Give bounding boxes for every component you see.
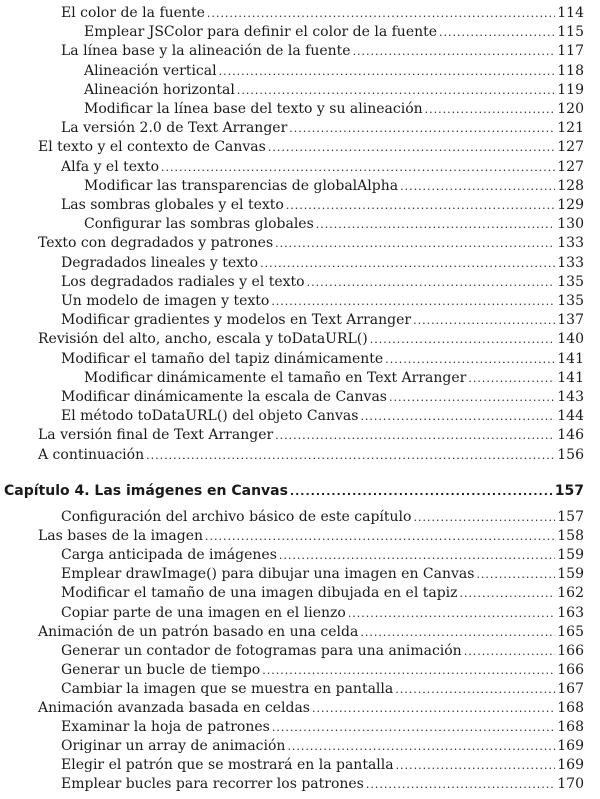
toc-entry — [61, 661, 584, 680]
toc-entry — [38, 426, 584, 445]
toc-entry — [61, 119, 584, 138]
toc-entry — [61, 737, 584, 756]
entry-page: 141 — [557, 369, 584, 386]
entry-page: 135 — [557, 293, 584, 309]
toc-entry — [38, 527, 584, 546]
entry-title: Emplear drawImage() para dibujar una imagen en Canvas — [61, 566, 475, 583]
entry-title: A continuación — [38, 446, 145, 463]
toc-entry — [84, 81, 584, 100]
entry-page: 146 — [557, 427, 584, 444]
toc-entry — [84, 62, 584, 81]
entry-page: 158 — [557, 528, 584, 545]
toc-entry — [61, 42, 584, 61]
dot-leader — [460, 584, 556, 603]
entry-page: 127 — [557, 139, 584, 156]
entry-title: Cambiar la imagen que se muestra en pantalla — [61, 680, 394, 697]
entry-title: Generar un bucle de tiempo — [61, 661, 261, 678]
dot-leader — [271, 292, 555, 311]
entry-page: 165 — [557, 623, 584, 640]
chapter-page: 157 — [554, 483, 584, 499]
dot-leader — [468, 369, 555, 388]
entry-page: 144 — [557, 408, 584, 425]
entry-page: 119 — [557, 81, 584, 98]
toc-entry — [61, 292, 584, 311]
dot-leader — [366, 775, 555, 794]
entry-title: Configuración del archivo básico de este capítulo — [61, 509, 412, 525]
entry-title: La versión 2.0 de Text Arranger — [61, 120, 288, 137]
entry-title: Alineación vertical — [84, 62, 217, 79]
toc-entry — [61, 508, 584, 527]
toc-entry — [61, 350, 584, 369]
toc-entry — [61, 407, 584, 426]
entry-title: La línea base y la alineación de la fuente — [61, 43, 351, 60]
entry-title: Animación de un patrón basado en una celda — [38, 623, 359, 640]
dot-leader — [279, 546, 555, 565]
entry-page: 118 — [557, 62, 584, 79]
toc-entry — [84, 100, 584, 119]
dot-leader — [413, 311, 555, 330]
dot-leader — [360, 623, 555, 642]
entry-title: Las bases de la imagen — [38, 528, 204, 545]
toc-entry — [61, 4, 584, 23]
toc-entry — [61, 273, 584, 292]
dot-leader — [205, 527, 555, 546]
dot-leader — [146, 446, 555, 465]
entry-page: 114 — [557, 5, 584, 21]
toc-entry — [84, 369, 584, 388]
dot-leader — [353, 42, 556, 61]
entry-page: 129 — [557, 197, 584, 213]
entry-title: Emplear JSColor para definir el color de la fuente — [84, 24, 438, 41]
dot-leader — [312, 699, 555, 718]
entry-page: 166 — [557, 642, 584, 659]
entry-title: Elegir el patrón que se mostrará en la pantalla — [61, 757, 394, 774]
dot-leader — [348, 604, 555, 623]
entry-title: Alineación horizontal — [84, 81, 235, 98]
entry-page: 166 — [557, 661, 584, 678]
entry-title: Carga anticipada de imágenes — [61, 547, 277, 564]
dot-leader — [272, 718, 555, 737]
dot-leader — [219, 62, 556, 81]
dot-leader — [262, 661, 555, 680]
entry-page: 159 — [557, 566, 584, 583]
toc-entry — [38, 138, 584, 157]
entry-page: 162 — [557, 585, 584, 602]
entry-page: 130 — [557, 216, 584, 233]
dot-leader — [370, 330, 556, 349]
entry-page: 156 — [557, 446, 584, 463]
dot-leader — [207, 4, 555, 23]
entry-page: 163 — [557, 604, 584, 621]
dot-leader — [400, 177, 555, 196]
entry-page: 170 — [557, 776, 584, 793]
entry-page: 133 — [557, 235, 584, 252]
toc-entry — [38, 234, 584, 253]
dot-leader — [260, 254, 555, 273]
dot-leader — [289, 119, 555, 138]
toc-entry — [61, 254, 584, 273]
entry-title: La versión final de Text Arranger — [38, 427, 274, 444]
dot-leader — [275, 426, 555, 445]
dot-leader — [385, 350, 555, 369]
toc-entry — [61, 546, 584, 565]
entry-page: 133 — [557, 254, 584, 271]
entry-page: 121 — [557, 120, 584, 137]
toc-entry — [61, 565, 584, 584]
dot-leader — [396, 756, 556, 775]
entry-title: Animación avanzada basada en celdas — [38, 700, 310, 716]
entry-title: Las sombras globales y el texto — [61, 197, 284, 213]
entry-title: Modificar el tamaño de una imagen dibujada en el tapiz — [61, 585, 458, 602]
entry-title: Copiar parte de una imagen en el lienzo — [61, 604, 346, 621]
entry-title: Texto con degradados y patrones — [38, 235, 274, 252]
entry-page: 120 — [557, 101, 584, 117]
entry-title: Modificar la línea base del texto y su alineación — [84, 101, 423, 117]
dot-leader — [287, 737, 555, 756]
entry-page: 135 — [557, 273, 584, 290]
entry-title: Modificar el tamaño del tapiz dinámicamente — [61, 350, 384, 367]
entry-page: 168 — [557, 700, 584, 716]
entry-title: Generar un contador de fotogramas para una animación — [61, 642, 462, 659]
entry-page: 128 — [557, 177, 584, 194]
toc-entry — [61, 718, 584, 737]
toc-entry — [61, 311, 584, 330]
entry-page: 140 — [557, 331, 584, 348]
dot-leader — [237, 81, 555, 100]
dot-leader — [395, 680, 555, 699]
toc-entry — [61, 756, 584, 775]
dot-leader — [286, 196, 555, 215]
toc-entry — [38, 623, 584, 642]
dot-leader — [316, 215, 556, 234]
entry-page: 167 — [557, 680, 584, 697]
toc-entry — [38, 446, 584, 465]
chapter-title: Capítulo 4. Las imágenes en Canvas — [4, 483, 288, 499]
entry-title: Emplear bucles para recorrer los patrones — [61, 776, 364, 793]
entry-page: 137 — [557, 312, 584, 329]
entry-title: Originar un array de animación — [61, 738, 286, 755]
toc-entry — [61, 680, 584, 699]
entry-title: Degradados lineales y texto — [61, 254, 259, 271]
entry-page: 168 — [557, 719, 584, 736]
toc-entry — [38, 699, 584, 718]
toc-entry — [84, 177, 584, 196]
entry-page: 117 — [557, 43, 584, 60]
entry-page: 141 — [557, 350, 584, 367]
toc-entry — [84, 215, 584, 234]
entry-title: El color de la fuente — [61, 5, 205, 21]
entry-title: Modificar gradientes y modelos en Text Arranger — [61, 312, 412, 329]
entry-title: Examinar la hoja de patrones — [61, 719, 270, 736]
entry-title: Los degradados radiales y el texto — [61, 273, 305, 290]
entry-title: Configurar las sombras globales — [84, 216, 314, 233]
dot-leader — [275, 234, 555, 253]
toc-entry — [61, 158, 584, 177]
dot-leader — [439, 23, 555, 42]
dot-leader — [307, 273, 556, 292]
dot-leader — [464, 642, 556, 661]
toc-entry — [84, 23, 584, 42]
toc-entry — [61, 388, 584, 407]
dot-leader — [413, 508, 555, 527]
entry-page: 157 — [557, 509, 584, 525]
toc-entry — [61, 642, 584, 661]
toc-entry — [61, 196, 584, 215]
entry-title: Modificar las transparencias de globalAlpha — [84, 177, 399, 194]
entry-page: 169 — [557, 738, 584, 755]
entry-title: Modificar dinámicamente el tamaño en Text Arranger — [84, 369, 467, 386]
entry-title: Alfa y el texto — [61, 158, 159, 175]
dot-leader — [290, 482, 553, 501]
dot-leader — [425, 100, 556, 119]
entry-title: Un modelo de imagen y texto — [61, 293, 270, 309]
entry-page: 127 — [557, 158, 584, 175]
toc-entry — [61, 584, 584, 603]
entry-title: El método toDataURL() del objeto Canvas — [61, 408, 359, 425]
dot-leader — [476, 565, 555, 584]
dot-leader — [268, 138, 555, 157]
dot-leader — [161, 158, 555, 177]
entry-title: Modificar dinámicamente la escala de Canvas — [61, 389, 387, 405]
entry-page: 159 — [557, 547, 584, 564]
entry-page: 169 — [557, 757, 584, 774]
entry-title: El texto y el contexto de Canvas — [38, 139, 266, 156]
entry-title: Revisión del alto, ancho, escala y toDataURL() — [38, 331, 368, 348]
toc-entry — [61, 775, 584, 794]
entry-page: 143 — [557, 389, 584, 405]
chapter-heading — [4, 482, 584, 501]
toc-entry — [38, 330, 584, 349]
entry-page: 115 — [557, 24, 584, 41]
toc-entry — [61, 604, 584, 623]
dot-leader — [360, 407, 555, 426]
dot-leader — [389, 388, 555, 407]
